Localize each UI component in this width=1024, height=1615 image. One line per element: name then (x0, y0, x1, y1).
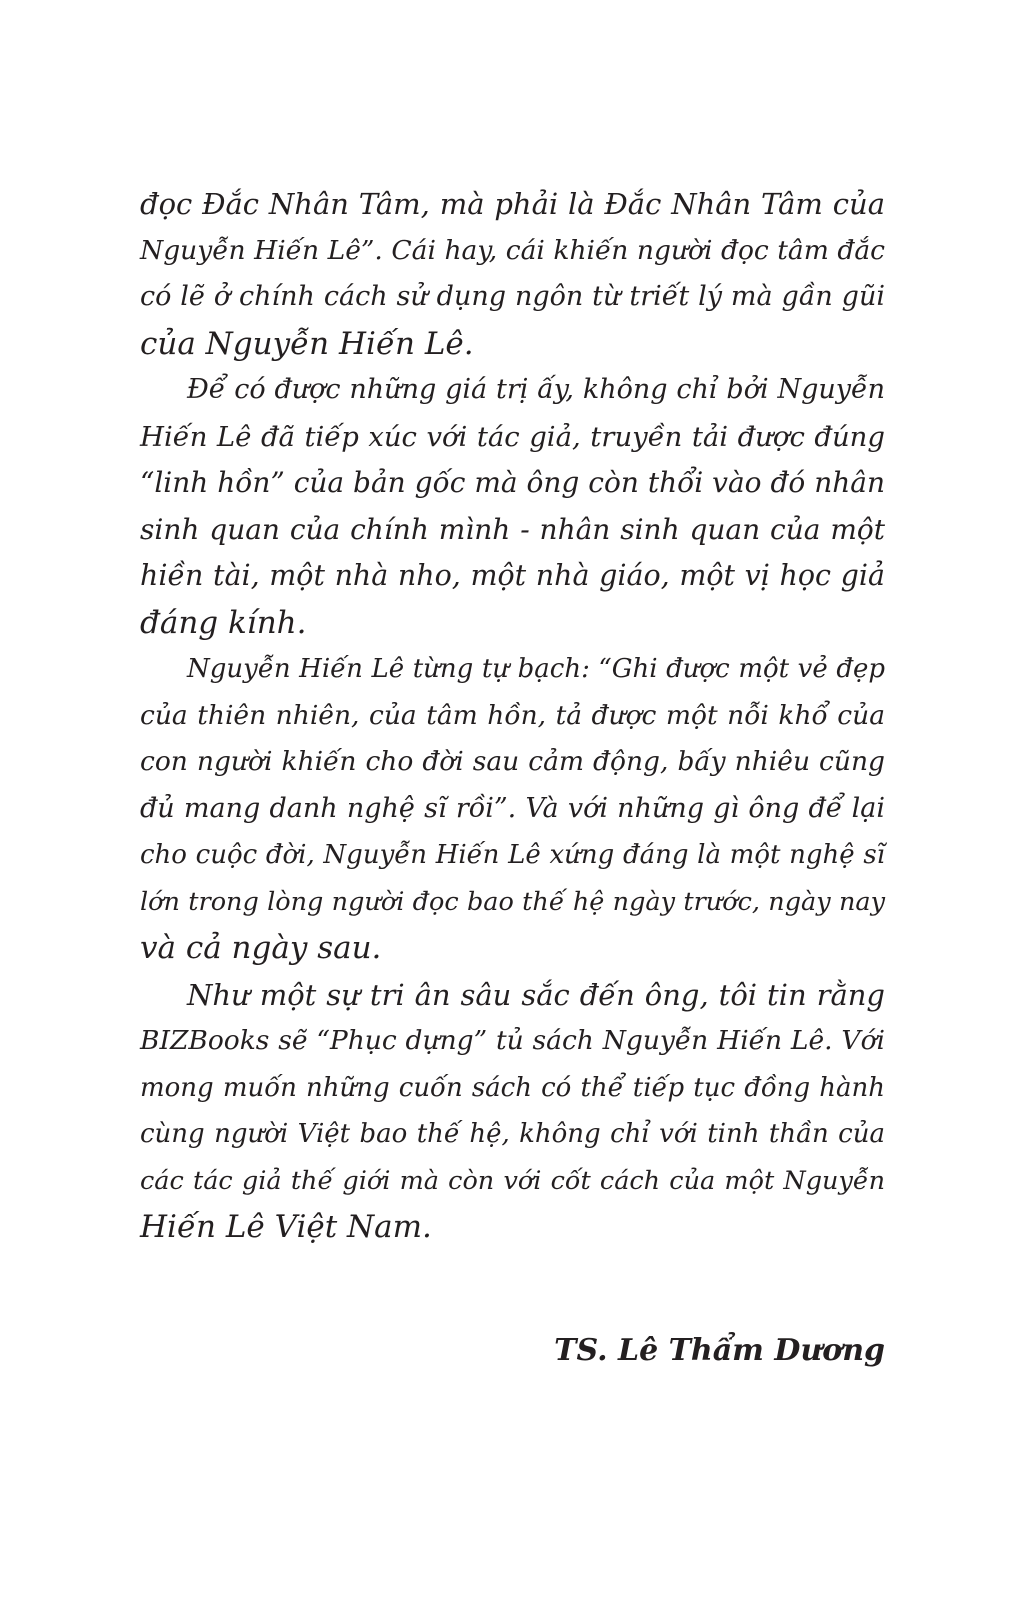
text-line: hiền tài, một nhà nho, một nhà giáo, một vị học giả (140, 559, 885, 592)
text-line: con người khiến cho đời sau cảm động, bấy nhiêu cũng (140, 746, 885, 777)
paragraph-3 (140, 646, 885, 972)
paragraph-2 (140, 367, 885, 646)
text-line: Hiến Lê Việt Nam. (140, 1209, 432, 1245)
text-line: cùng người Việt bao thế hệ, không chỉ với tinh thần của (140, 1119, 885, 1149)
text-line: đáng kính. (140, 604, 307, 641)
text-line: cho cuộc đời, Nguyễn Hiến Lê xứng đáng là một nghệ sĩ (140, 840, 885, 870)
text-line: đủ mang danh nghệ sĩ rồi”. Và với những gì ông để lại (140, 792, 885, 824)
body-text (140, 181, 885, 1251)
text-line: của Nguyễn Hiến Lê. (140, 325, 474, 362)
text-line: mong muốn những cuốn sách có thể tiếp tục đồng hành (140, 1072, 885, 1103)
text-line: đọc Đắc Nhân Tâm, mà phải là Đắc Nhân Tâm của (140, 187, 885, 221)
paragraph-4 (140, 972, 885, 1251)
text-line: Nguyễn Hiến Lê từng tự bạch: “Ghi được một vẻ đẹp (187, 654, 885, 684)
text-line: BIZBooks sẽ “Phục dựng” tủ sách Nguyễn Hiến Lê. Với (140, 1025, 885, 1056)
text-line: Để có được những giá trị ấy, không chỉ bởi Nguyễn (187, 374, 885, 405)
paragraph-1 (140, 181, 885, 367)
text-line: “linh hồn” của bản gốc mà ông còn thổi vào đó nhân (140, 466, 885, 499)
text-line: và cả ngày sau. (140, 930, 382, 966)
text-line: các tác giả thế giới mà còn với cốt cách của một Nguyễn (140, 1165, 885, 1196)
text-line: lớn trong lòng người đọc bao thế hệ ngày trước, ngày nay (140, 886, 885, 917)
text-line: có lẽ ở chính cách sử dụng ngôn từ triết lý mà gần gũi (140, 281, 885, 312)
author-signature: TS. Lê Thẩm Dương (554, 1333, 885, 1368)
text-line: Nguyễn Hiến Lê”. Cái hay, cái khiến người đọc tâm đắc (140, 234, 885, 266)
text-line: Như một sự tri ân sâu sắc đến ông, tôi tin rằng (187, 977, 885, 1012)
text-line: sinh quan của chính mình - nhân sinh quan của một (140, 512, 885, 546)
text-line: của thiên nhiên, của tâm hồn, tả được một nỗi khổ của (140, 699, 885, 731)
text-line: Hiến Lê đã tiếp xúc với tác giả, truyền tải được đúng (140, 420, 885, 453)
